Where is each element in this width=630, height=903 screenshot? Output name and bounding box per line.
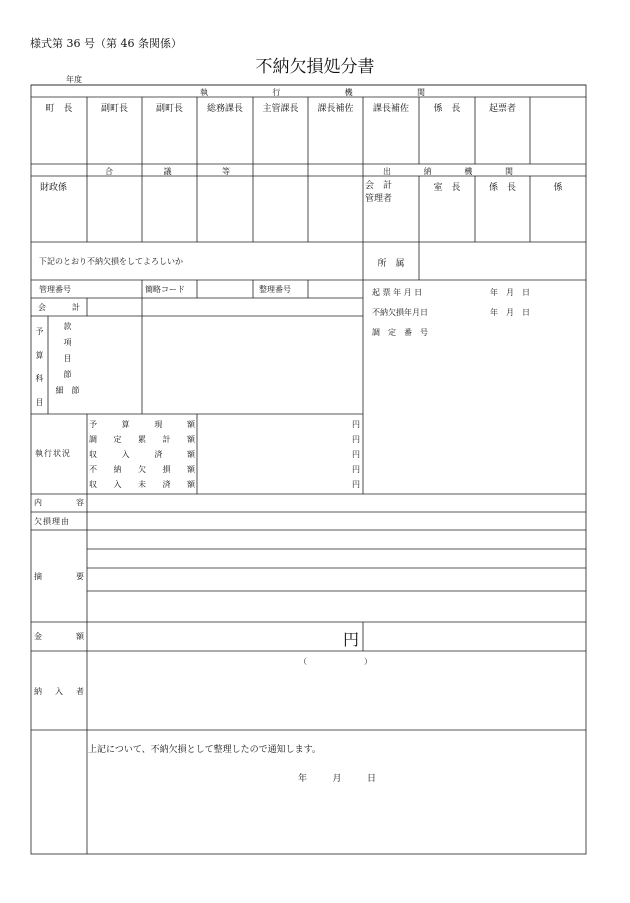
management-number-label: 管理番号 (39, 285, 71, 294)
col-receipt-staff: 係 (553, 183, 563, 193)
col-deputy-mayor-1: 副町長 (100, 104, 128, 114)
content-label: 内 容 (34, 498, 84, 507)
finance-section-label: 財政係 (40, 183, 68, 193)
col-receipt-section-chief: 係 長 (488, 183, 516, 193)
payer-paren-open: （ (299, 657, 307, 666)
survey-number-label: 調 定 番 号 (372, 328, 428, 337)
col-general-affairs-chief: 総務課長 (206, 104, 243, 114)
uncollectible-amount: 不 納 欠 損 額 (89, 465, 195, 474)
abbreviation-code-label: 簡略コード (145, 285, 185, 294)
col-section-chief: 係 長 (433, 104, 461, 114)
affiliation-label: 所 属 (377, 259, 405, 269)
payer-paren-close: ） (364, 657, 372, 666)
budget-current-amount: 予 算 現 額 (89, 420, 195, 429)
receipt-header: 出 納 機 関 (383, 167, 513, 176)
col-drafter: 起票者 (488, 104, 516, 114)
budget-items: 款 項 目 節 細 節 (55, 322, 80, 395)
received-amount: 収 入 済 額 (89, 450, 195, 459)
budget-subject-label: 予 算 科 目 (35, 327, 44, 407)
page-title: 不納欠損処分書 (255, 57, 375, 77)
loss-reason-label: 欠損理由 (34, 517, 70, 526)
amount-unit: 円 (343, 630, 360, 649)
accounting-label: 会 計 (38, 303, 80, 312)
execution-header: 執 行 機 関 (200, 88, 425, 97)
loss-date-label: 不納欠損年月日 (372, 308, 428, 317)
consultation-header: 合 議 等 (105, 167, 230, 176)
col-assistant-chief-2: 課長補佐 (372, 104, 409, 114)
issue-date-label: 起 票 年 月 日 (372, 288, 423, 297)
form-number: 様式第 36 号（第 46 条関係） (30, 37, 182, 50)
arrangement-number-label: 整理番号 (259, 285, 291, 294)
col-mayor: 町 長 (45, 104, 73, 114)
execution-status-label: 執行状況 (35, 449, 71, 458)
notice-text: 上記について、不納欠損として整理したので通知します。 (88, 745, 321, 755)
fiscal-year-label: 年度 (66, 75, 82, 84)
summary-label: 摘 要 (34, 572, 84, 581)
col-department-chief: 主管課長 (262, 104, 299, 114)
assessed-total-amount: 調 定 累 計 額 (89, 435, 195, 444)
col-office-chief: 室 長 (433, 183, 461, 193)
accountant-label: 会 計 管理者 (365, 181, 393, 204)
notice-date: 年 月 日 (298, 774, 376, 784)
col-assistant-chief-1: 課長補佐 (317, 104, 354, 114)
col-deputy-mayor-2: 副町長 (155, 104, 183, 114)
execution-status-units: 円 円 円 円 円 (352, 420, 360, 489)
unreceived-amount: 収 入 未 済 額 (89, 480, 195, 489)
loss-date-format: 年 月 日 (490, 308, 530, 317)
issue-date-format: 年 月 日 (490, 288, 530, 297)
request-text: 下記のとおり不納欠損をしてよろしいか (39, 257, 183, 266)
payer-label: 納 入 者 (34, 687, 84, 696)
execution-status-rows (89, 417, 195, 492)
amount-label: 金 額 (34, 632, 84, 641)
